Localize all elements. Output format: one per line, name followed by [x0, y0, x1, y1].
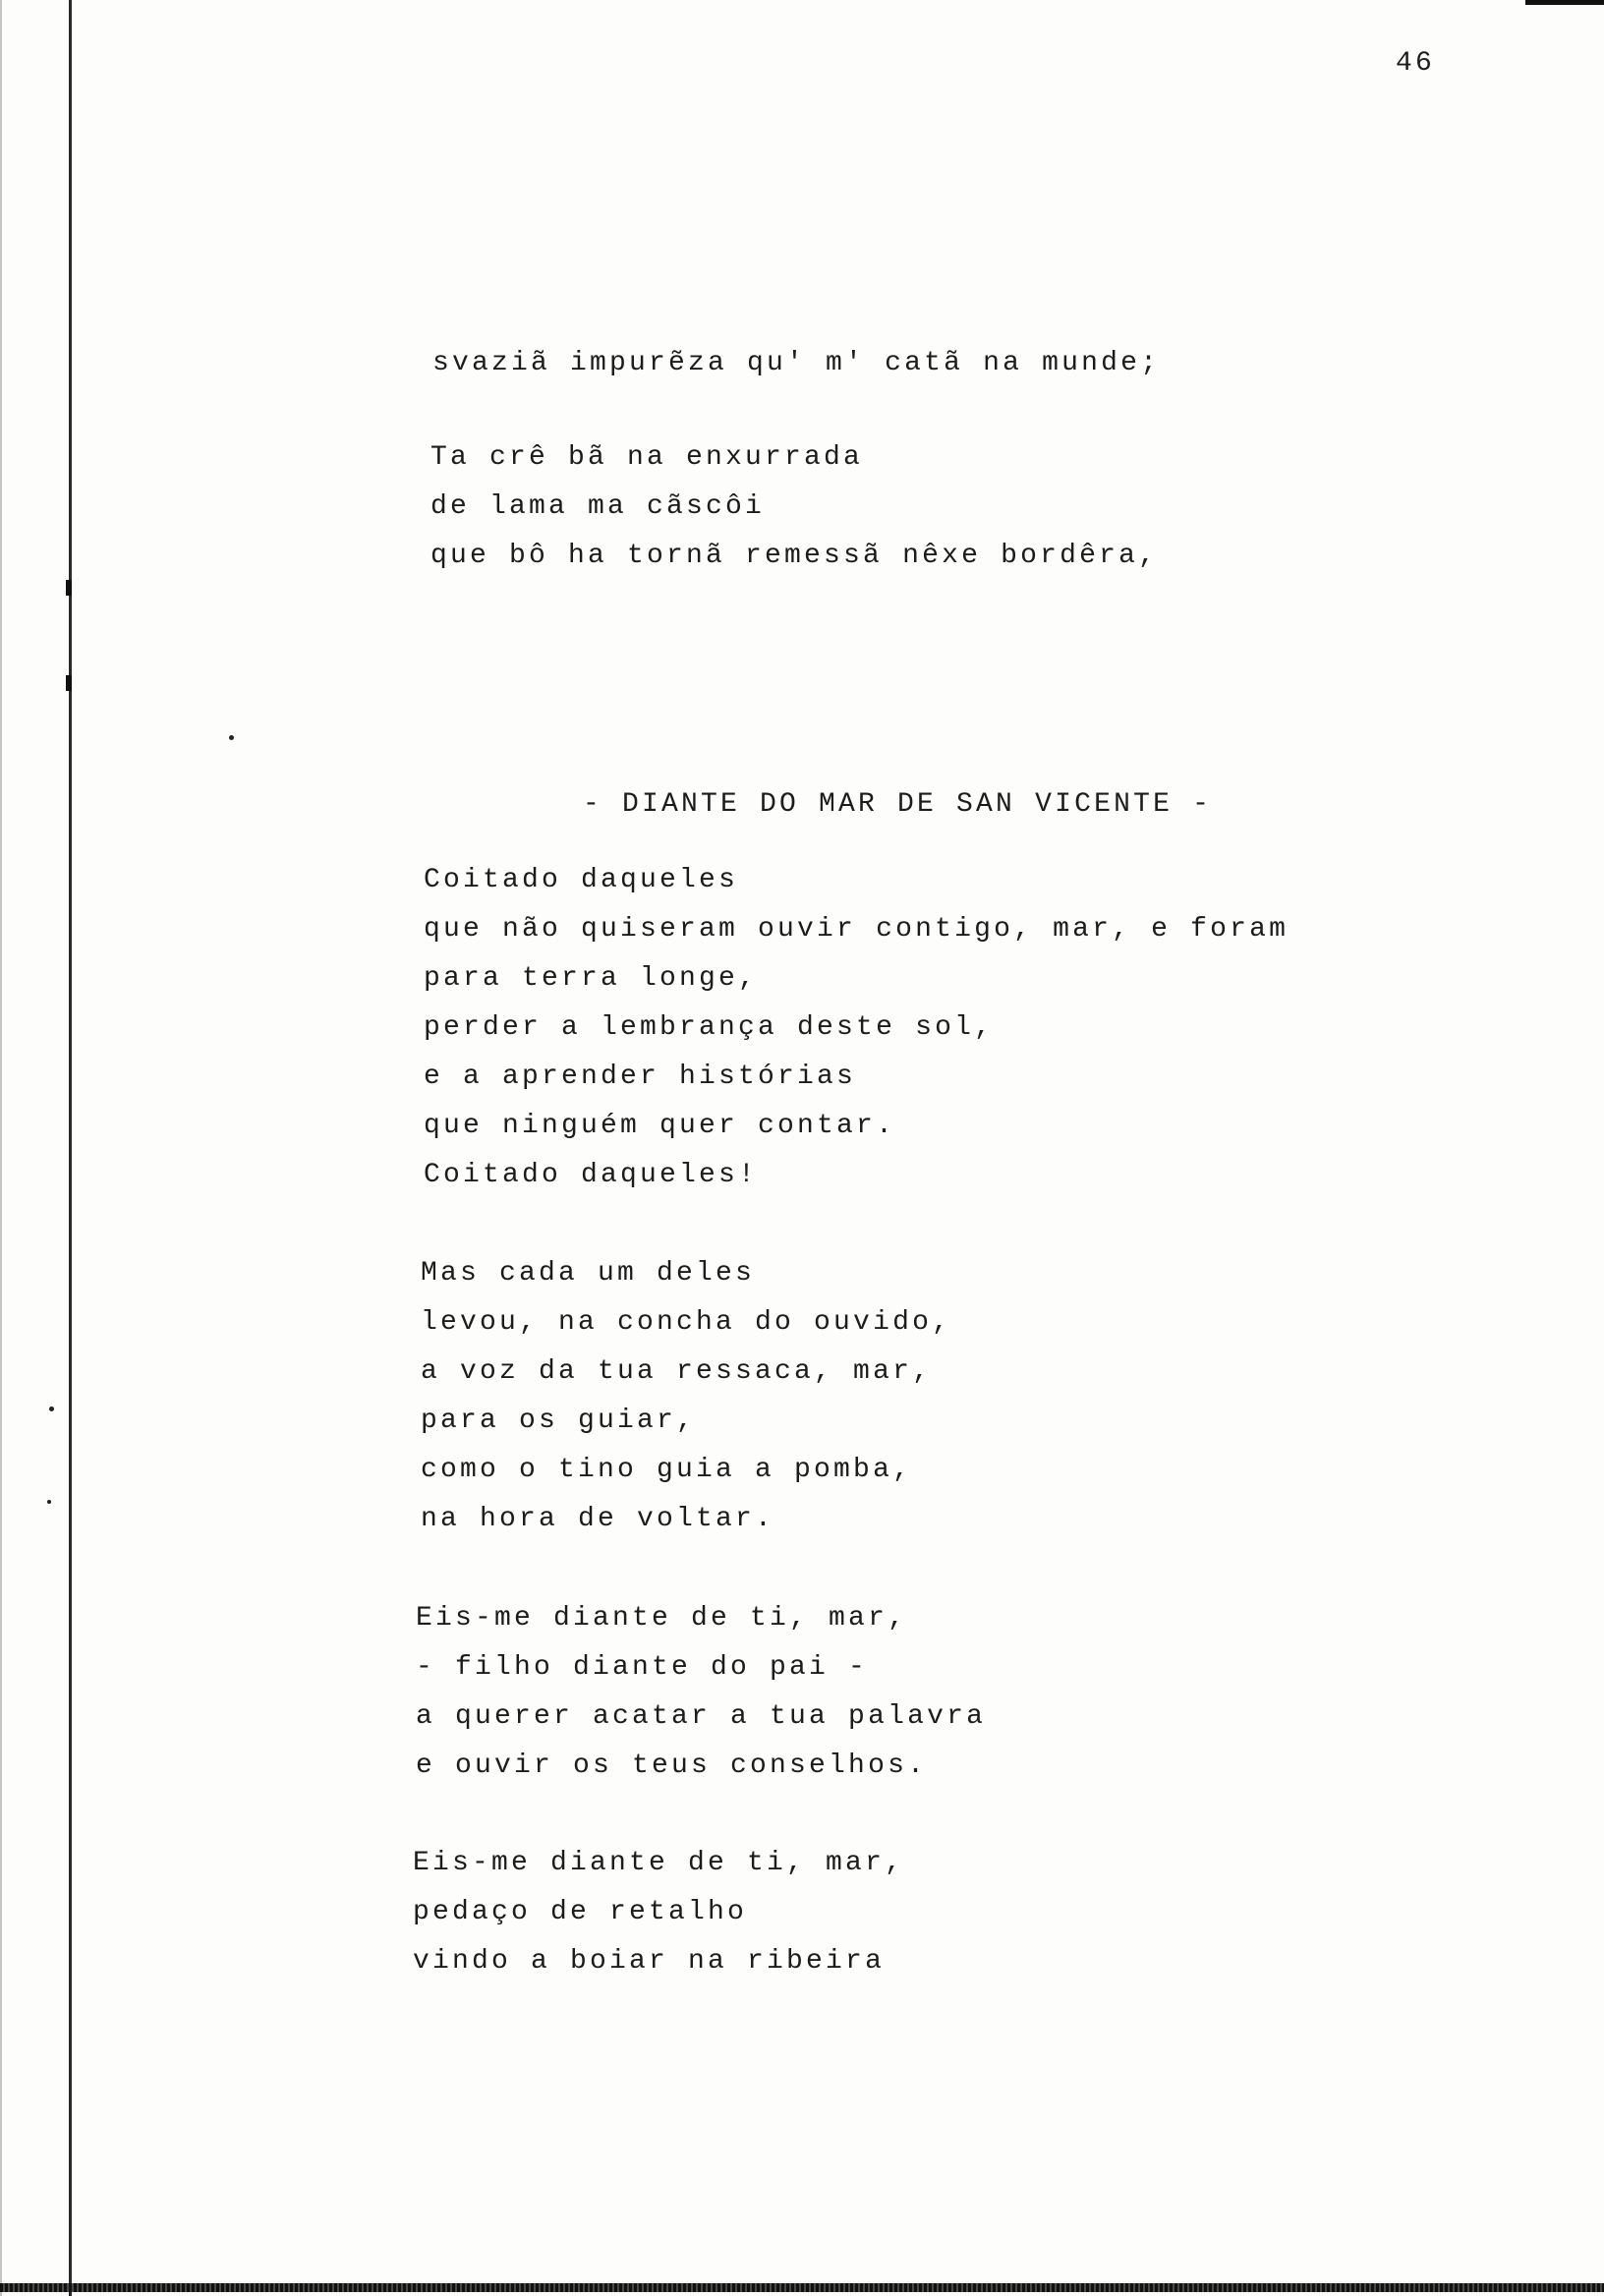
poem-line: a querer acatar a tua palavra [416, 1701, 987, 1732]
page-edge-left [0, 0, 2, 2296]
poem-line: para os guiar, [421, 1406, 697, 1436]
poem-title-block [583, 780, 1212, 830]
poem-stanza [416, 1594, 986, 1791]
poem-line: svaziã impurẽza qu' m' catã na munde; [432, 348, 1161, 378]
poem-line: e a aprender histórias [424, 1062, 857, 1092]
poem-line: Ta crê bã na enxurrada [430, 442, 864, 473]
poem-line: na hora de voltar. [421, 1504, 775, 1534]
poem-line: e ouvir os teus conselhos. [416, 1751, 928, 1781]
ink-speck [49, 1406, 54, 1411]
poem-line: que bô ha tornã remessã nêxe bordêra, [430, 541, 1159, 571]
poem-line: pedaço de retalho [413, 1897, 748, 1927]
margin-tick-mark [66, 580, 72, 596]
poem-stanza [413, 1839, 904, 1986]
poem-line: - filho diante do pai - [416, 1652, 869, 1683]
scan-corner-shadow [1525, 0, 1604, 5]
margin-rule [69, 0, 72, 2296]
poem-line: a voz da tua ressaca, mar, [421, 1356, 933, 1387]
ink-speck [47, 1500, 51, 1504]
fragment-stanza [432, 339, 1160, 388]
poem-line: Coitado daqueles! [424, 1160, 759, 1190]
poem-line: perder a lembrança deste sol, [424, 1012, 995, 1043]
ink-speck [229, 735, 234, 740]
poem-stanza [424, 856, 1289, 1200]
poem-line: Mas cada um deles [421, 1258, 756, 1289]
poem-line: que não quiseram ouvir contigo, mar, e foram [424, 914, 1289, 945]
page-number-block [1396, 39, 1435, 88]
poem-line: vindo a boiar na ribeira [413, 1946, 886, 1977]
poem-line: como o tino guia a pomba, [421, 1455, 913, 1485]
poem-line: Eis-me diante de ti, mar, [416, 1603, 908, 1634]
fragment-stanza [430, 433, 1158, 581]
poem-line: que ninguém quer contar. [424, 1111, 896, 1141]
scan-bottom-edge [0, 2283, 1604, 2292]
poem-stanza [421, 1249, 951, 1544]
poem-line: de lama ma cãscôi [430, 491, 766, 522]
poem-line: para terra longe, [424, 963, 759, 994]
poem-line: Eis-me diante de ti, mar, [413, 1848, 905, 1878]
poem-line: levou, na concha do ouvido, [421, 1307, 952, 1338]
margin-tick-mark [66, 675, 72, 691]
poem-title: - DIANTE DO MAR DE SAN VICENTE - [583, 789, 1213, 820]
poem-line: Coitado daqueles [424, 865, 739, 895]
page-number: 46 [1396, 48, 1436, 79]
